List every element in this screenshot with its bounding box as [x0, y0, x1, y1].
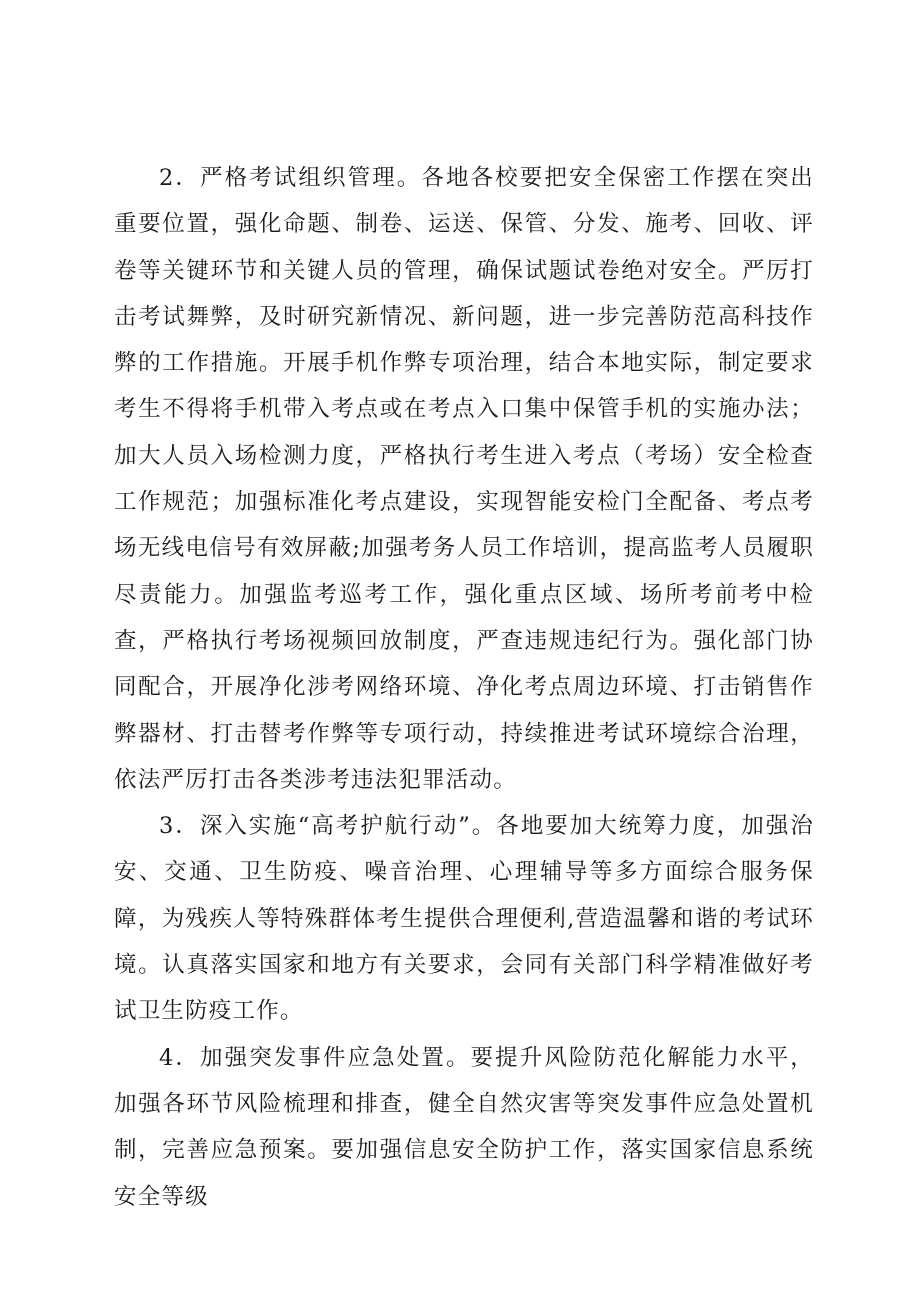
paragraph-item-4: 4．加强突发事件应急处置。要提升风险防范化解能力水平，加强各环节风险梳理和排查，健全自然灾害等突发事件应急处置机制，完善应急预案。要加强信息安全防护工作，落实国家信息系统安全等级	[114, 1044, 814, 1210]
paragraph-item-3: 3．深入实施“高考护航行动”。各地要加大统筹力度，加强治安、交通、卫生防疫、噪音治理、心理辅导等多方面综合服务保障，为残疾人等特殊群体考生提供合理便利,营造温馨和谐的考试环境。认真落实国家和地方有关要求，会同有关部门科学精准做好考试卫生防疫工作。	[114, 813, 814, 1025]
paragraph-item-2: 2．严格考试组织管理。各地各校要把安全保密工作摆在突出重要位置，强化命题、制卷、运送、保管、分发、施考、回收、评卷等关键环节和关键人员的管理，确保试题试卷绝对安全。严厉打击考试舞弊，及时研究新情况、新问题，进一步完善防范高科技作弊的工作措施。开展手机作弊专项治理，结合本地实际，制定要求考生不得将手机带入考点或在考点入口集中保管手机的实施办法；加大人员入场检测力度，严格执行考生进入考点（考场）安全检查工作规范；加强标准化考点建设，实现智能安检门全配备、考点考场无线电信号有效屏蔽;加强考务人员工作培训，提高监考人员履职尽责能力。加强监考巡考工作，强化重点区域、场所考前考中检查，严格执行考场视频回放制度，严查违规违纪行为。强化部门协同配合，开展净化涉考网络环境、净化考点周边环境、打击销售作弊器材、打击替考作弊等专项行动，持续推进考试环境综合治理，依法严厉打击各类涉考违法犯罪活动。	[114, 165, 814, 793]
document-body	[114, 155, 814, 1220]
